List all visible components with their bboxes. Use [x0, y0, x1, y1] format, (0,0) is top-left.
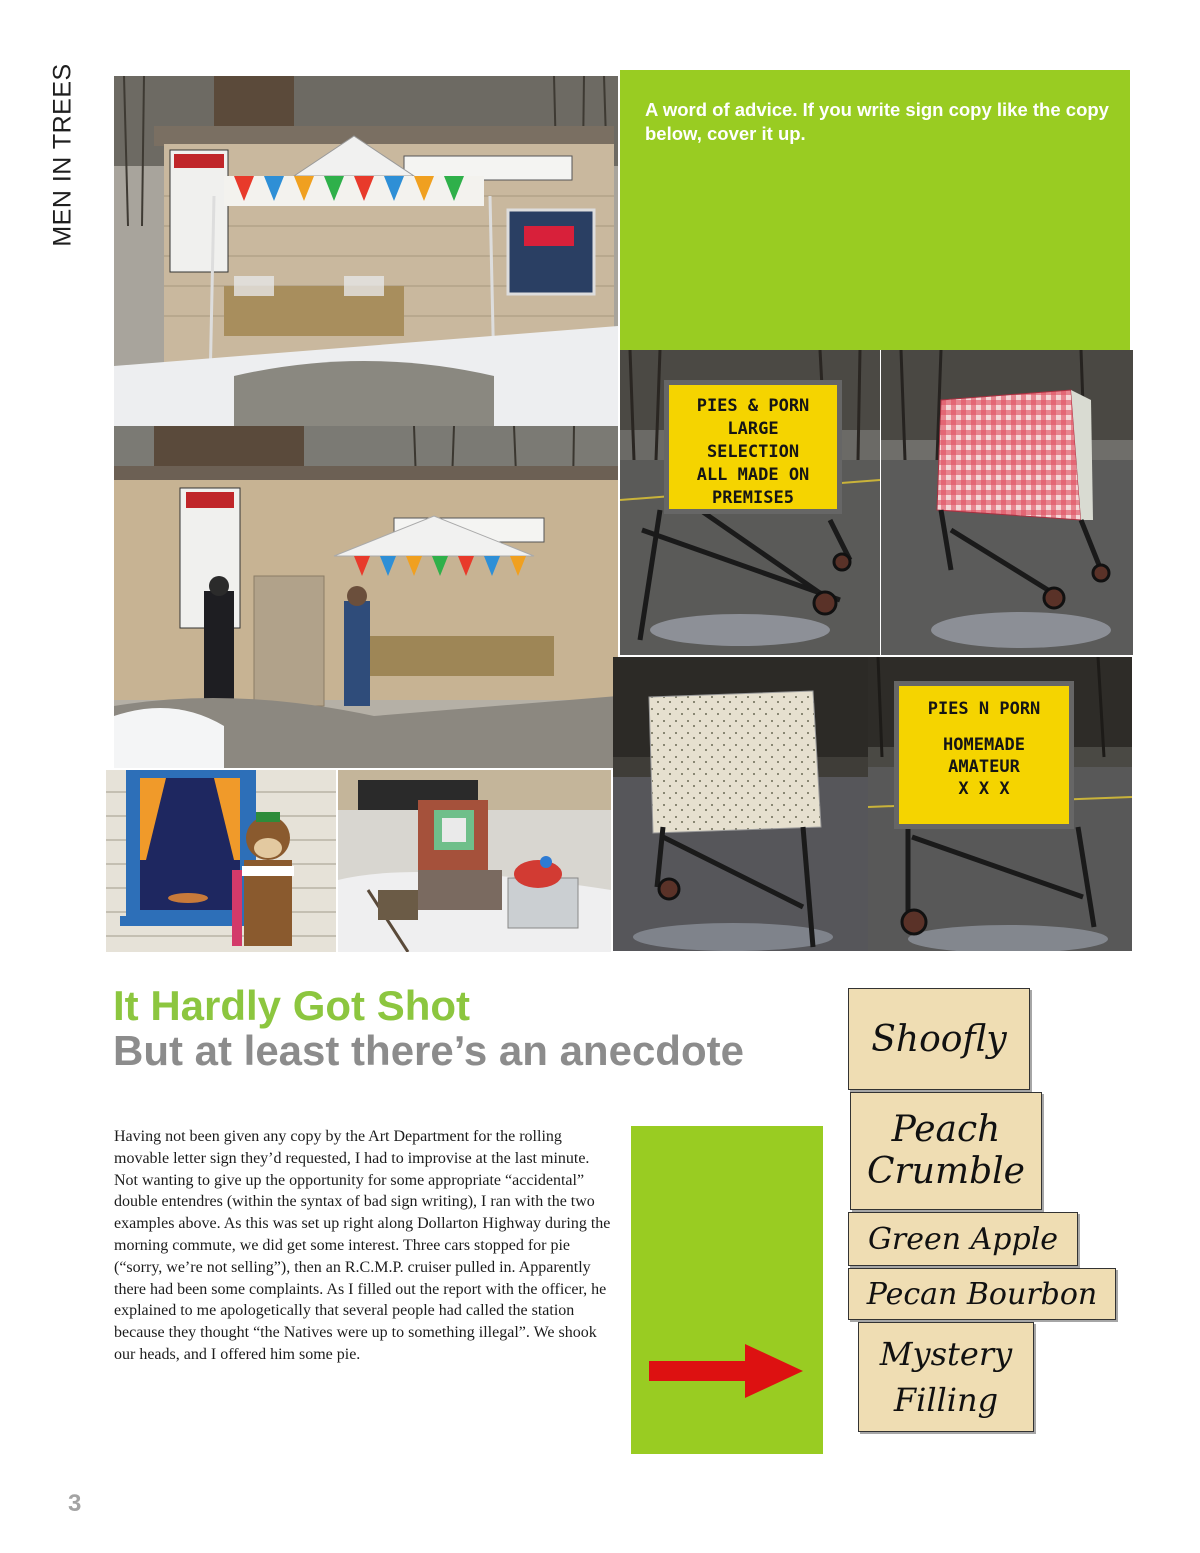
- storefront-people-image: [114, 426, 618, 768]
- advice-callout: [620, 70, 1130, 350]
- sign-2-line: AMATEUR: [948, 757, 1020, 777]
- page-number: 3: [68, 1490, 82, 1517]
- article-headline: It Hardly Got Shot: [113, 982, 470, 1029]
- pie-sign-pecan-bourbon: [848, 1268, 1116, 1320]
- covered-sign-1-image: [881, 350, 1133, 655]
- sign-1-line: PIES & PORN: [696, 396, 810, 416]
- pie-sign-line: Crumble: [867, 1151, 1025, 1192]
- advice-text: A word of advice. If you write sign copy like the copy below, cover it up.: [645, 99, 1109, 144]
- covered-sign-photo-1: [881, 350, 1133, 655]
- sign-1-line: PREMISE5: [712, 488, 794, 508]
- sign-2-face: [894, 681, 1074, 829]
- pie-sign-line: Mystery: [879, 1335, 1013, 1373]
- crochet-items-photo: [338, 770, 611, 952]
- storefront-photo-image: [114, 76, 618, 426]
- sign-2-line: X X X: [958, 779, 1010, 799]
- storefront-people-photo: [114, 426, 618, 768]
- crochet-items-image: [338, 770, 611, 952]
- section-label-text: MEN IN TREES: [48, 63, 77, 247]
- storefront-photo: [114, 76, 618, 426]
- pie-sign-peach-crumble: [850, 1092, 1042, 1210]
- pie-sign-line: Green Apple: [867, 1221, 1059, 1257]
- red-arrow-icon: [649, 1344, 805, 1398]
- sign-1-line: SELECTION: [706, 442, 800, 462]
- sign-1-face: [664, 380, 842, 514]
- pie-sign-shoofly: [848, 988, 1030, 1090]
- pie-sign-line: Filling: [893, 1381, 999, 1419]
- sign-2-line: PIES N PORN: [927, 699, 1041, 719]
- sign-2-line: HOMEMADE: [943, 735, 1025, 755]
- sign-photo-2: [868, 657, 1132, 951]
- sign-2-line: [899, 720, 1069, 734]
- arrow-callout: [631, 1126, 823, 1454]
- pie-sign-line: Shoofly: [871, 1018, 1007, 1060]
- article-subhead: But at least there’s an anecdote: [113, 1027, 744, 1074]
- pie-sign-line: Pecan Bourbon: [866, 1276, 1098, 1312]
- article-body: Having not been given any copy by the Art Department for the rolling movable letter sign they’d requested, I had to improvise at the last minute. Not wanting to give up the opportunity for some appropriate “accidental” double entendres (within the syntax of bad sign writing), I ran with the two examples above. As this was set up right along Dollarton Highway during the morning commute, we did get some interest. Three cars stopped for pie (“sorry, we’re not selling”), then an R.C.M.P. cruiser pulled in. Apparently there had been some complaints. As I filled out the report with the officer, he explained to me apologetically that several people had called the station because they thought “the Natives were up to something illegal”. We shook our heads, and I offered him some pie.: [114, 1128, 611, 1363]
- sign-1-line: LARGE: [727, 419, 779, 439]
- covered-sign-photo-2: [613, 657, 868, 951]
- pie-sign-mystery-filling: [858, 1322, 1034, 1432]
- bear-window-photo: [106, 770, 336, 952]
- sign-photo-1: [620, 350, 880, 655]
- covered-sign-2-image: [613, 657, 868, 951]
- pie-sign-line: Peach: [891, 1109, 1001, 1150]
- sign-1-line: ALL MADE ON: [696, 465, 810, 485]
- pie-sign-green-apple: [848, 1212, 1078, 1266]
- section-label: [18, 63, 108, 247]
- bear-window-image: [106, 770, 336, 952]
